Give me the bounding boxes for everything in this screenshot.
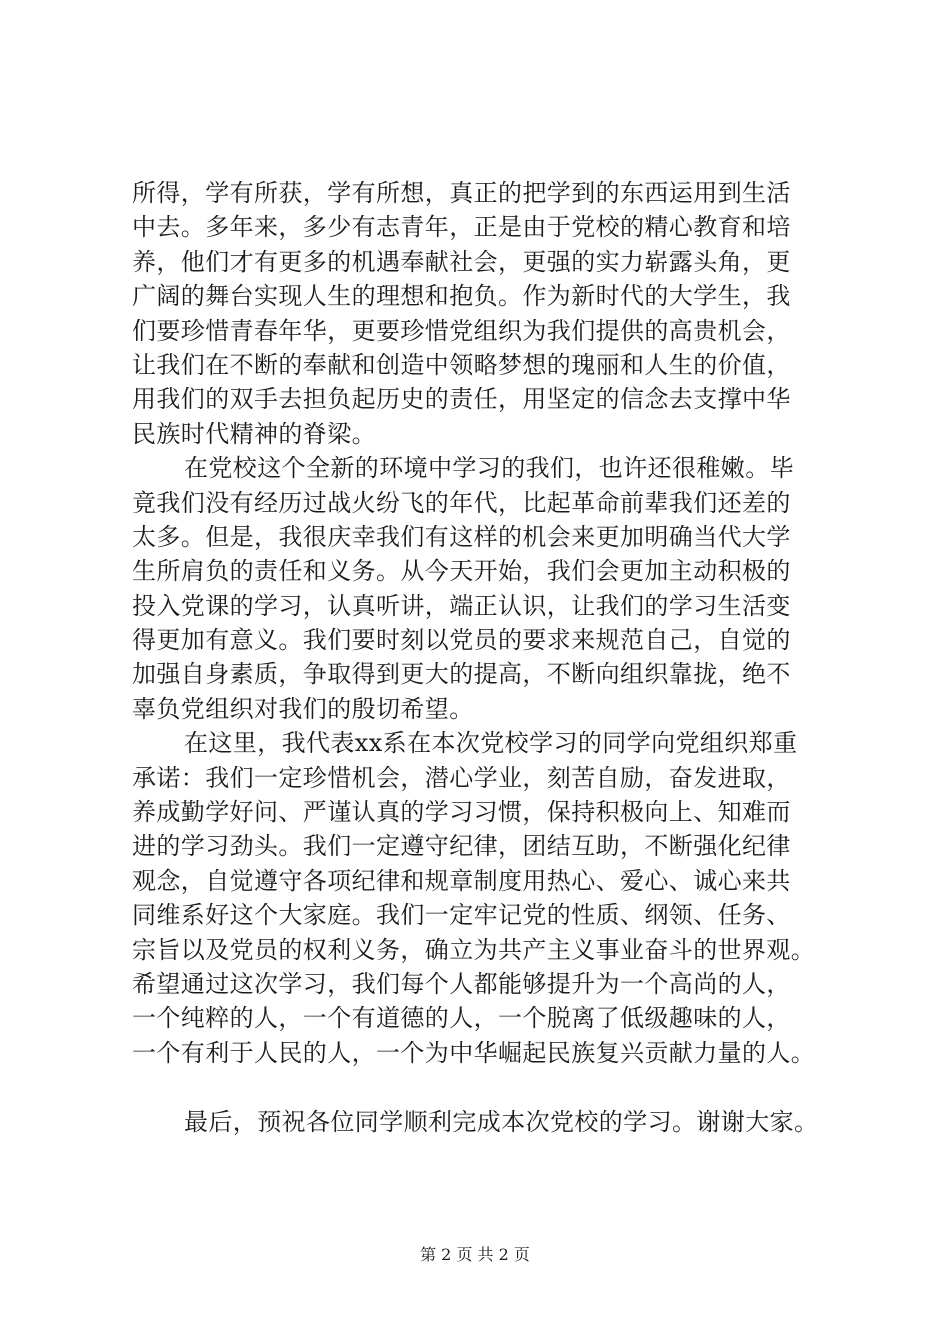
page-number-label: 第 2 页 共 2 页 bbox=[420, 1245, 530, 1264]
paragraph-spacer bbox=[132, 1070, 832, 1104]
text-line: 进的学习劲头。我们一定遵守纪律，团结互助，不断强化纪律 bbox=[132, 832, 791, 861]
document-body bbox=[132, 176, 832, 1139]
text-line: 一个有利于人民的人，一个为中华崛起民族复兴贡献力量的人。 bbox=[132, 1038, 816, 1067]
text-line: 最后，预祝各位同学顺利完成本次党校的学习。谢谢大家。 bbox=[184, 1107, 819, 1136]
text-line: 宗旨以及党员的权利义务，确立为共产主义事业奋斗的世界观。 bbox=[132, 935, 816, 964]
text-line: 广阔的舞台实现人生的理想和抱负。作为新时代的大学生，我 bbox=[132, 282, 791, 311]
text-line: 所得，学有所获，学有所想，真正的把学到的东西运用到生活 bbox=[132, 179, 791, 207]
text-line: 投入党课的学习，认真听讲，端正认识，让我们的学习生活变 bbox=[132, 591, 791, 620]
text-line: 养，他们才有更多的机遇奉献社会，更强的实力崭露头角，更 bbox=[132, 247, 791, 276]
paragraph-4 bbox=[132, 1105, 832, 1139]
text-line: 太多。但是，我很庆幸我们有这样的机会来更加明确当代大学 bbox=[132, 522, 791, 551]
paragraph-3 bbox=[132, 726, 832, 1070]
text-line: 辜负党组织对我们的殷切希望。 bbox=[132, 694, 474, 723]
paragraph-1 bbox=[132, 176, 832, 451]
text-line: 们要珍惜青春年华，更要珍惜党组织为我们提供的高贵机会， bbox=[132, 316, 791, 345]
text-line: 中去。多年来，多少有志青年，正是由于党校的精心教育和培 bbox=[132, 213, 791, 242]
paragraph-2 bbox=[132, 451, 832, 726]
text-line: 用我们的双手去担负起历史的责任，用坚定的信念去支撑中华 bbox=[132, 385, 791, 414]
text-line: 承诺：我们一定珍惜机会，潜心学业，刻苦自励，奋发进取， bbox=[132, 763, 791, 792]
text-line: 在党校这个全新的环境中学习的我们，也许还很稚嫩。毕 bbox=[184, 454, 794, 483]
text-line: 生所肩负的责任和义务。从今天开始，我们会更加主动积极的 bbox=[132, 557, 791, 586]
text-line: 观念，自觉遵守各项纪律和规章制度用热心、爱心、诚心来共 bbox=[132, 866, 791, 895]
text-line: 民族时代精神的脊梁。 bbox=[132, 419, 376, 448]
text-line: 同维系好这个大家庭。我们一定牢记党的性质、纲领、任务、 bbox=[132, 901, 791, 930]
text-line: 加强自身素质，争取得到更大的提高，不断向组织靠拢，绝不 bbox=[132, 660, 791, 689]
text-line: 希望通过这次学习，我们每个人都能够提升为一个高尚的人， bbox=[132, 969, 791, 998]
text-line: 一个纯粹的人，一个有道德的人，一个脱离了低级趣味的人， bbox=[132, 1004, 791, 1033]
text-line: 养成勤学好问、严谨认真的学习习惯，保持积极向上、知难而 bbox=[132, 798, 791, 827]
page-footer bbox=[0, 1245, 950, 1265]
text-line: 得更加有意义。我们要时刻以党员的要求来规范自己，自觉的 bbox=[132, 626, 791, 655]
text-line: 在这里，我代表xx系在本次党校学习的同学向党组织郑重 bbox=[184, 729, 798, 758]
text-line: 让我们在不断的奉献和创造中领略梦想的瑰丽和人生的价值， bbox=[132, 350, 791, 379]
text-line: 竟我们没有经历过战火纷飞的年代，比起革命前辈我们还差的 bbox=[132, 488, 791, 517]
